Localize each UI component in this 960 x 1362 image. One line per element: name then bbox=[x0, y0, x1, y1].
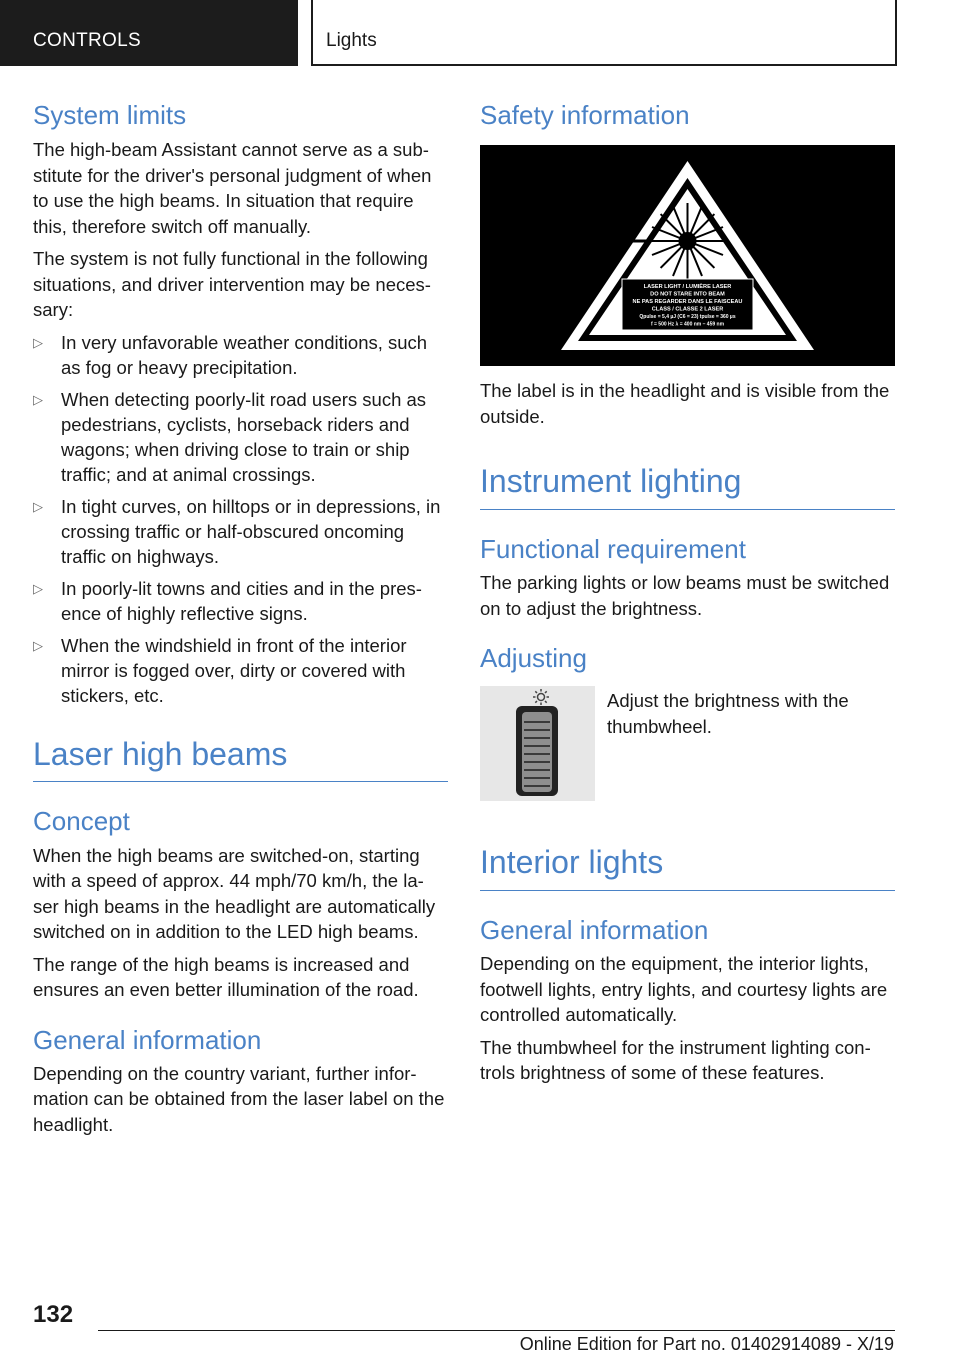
bullet-triangle-icon: ▷ bbox=[33, 637, 43, 653]
instrument-lighting-heading: Instrument lighting bbox=[480, 463, 895, 510]
list-item-text: When detecting poorly-lit road users such as pedestrians, cyclists, horseback riders and wagons; when driving close to train or ship traffic; and at animal crossings. bbox=[61, 388, 427, 485]
adjusting-row bbox=[480, 686, 895, 804]
laser-general-info-heading: General information bbox=[33, 1024, 262, 1055]
footer-divider bbox=[98, 1330, 895, 1331]
page-header bbox=[0, 0, 960, 66]
laser-high-beams-heading: Laser high beams bbox=[33, 736, 448, 783]
adjusting-heading: Adjusting bbox=[480, 643, 587, 674]
laser-label-line: Qpulse = 5,4 µJ (C6 = 23) tpulse = 360 µs bbox=[639, 314, 736, 321]
laser-label-line: LASER LIGHT / LUMIÈRE LASER bbox=[643, 284, 732, 291]
thumbwheel-icon bbox=[480, 686, 595, 801]
bullet-triangle-icon: ▷ bbox=[33, 334, 43, 350]
safety-information-heading: Safety information bbox=[480, 100, 690, 130]
bullet-triangle-icon: ▷ bbox=[33, 580, 43, 596]
list-item bbox=[33, 494, 448, 569]
laser-label-line: f = 500 Hz λ = 400 nm – 459 nm bbox=[650, 321, 725, 328]
list-item bbox=[33, 576, 448, 626]
edition-note: Online Edition for Part no. 01402914089 - X/19 bbox=[519, 1334, 894, 1354]
concept-paragraph-1: When the high beams are switched-on, starting with a speed of approx. 44 mph/70 km/h, the la-ser high beams in the headlight are automatically switched on in addition to the LED high beams. bbox=[33, 844, 436, 943]
adjusting-paragraph: Adjust the brightness with the thumbwheel. bbox=[607, 690, 849, 737]
laser-general-info-paragraph: Depending on the country variant, further infor-mation can be obtained from the laser label on the headlight. bbox=[33, 1062, 445, 1135]
functional-requirement-paragraph: The parking lights or low beams must be switched on to adjust the brightness. bbox=[480, 572, 890, 619]
list-item-text: In tight curves, on hilltops or in depressions, in crossing traffic or half-obscured oncoming traffic on highways. bbox=[61, 495, 441, 567]
thumbwheel-image bbox=[480, 686, 595, 801]
page-number: 132 bbox=[33, 1301, 74, 1328]
list-item-text: When the windshield in front of the interior mirror is fogged over, dirty or covered with stickers, etc. bbox=[61, 634, 407, 706]
bullet-triangle-icon: ▷ bbox=[33, 498, 43, 514]
safety-caption: The label is in the headlight and is visible from the outside. bbox=[480, 380, 890, 427]
system-limits-paragraph-1: The high-beam Assistant cannot serve as a sub-stitute for the driver's personal judgment of when to use the high beams. In situation that require this, therefore switch off manually. bbox=[33, 139, 432, 237]
laser-label-line: DO NOT STARE INTO BEAM bbox=[650, 291, 725, 298]
chapter-label: Lights bbox=[326, 30, 377, 51]
system-limits-paragraph-2: The system is not fully functional in the following situations, and driver intervention may be neces-sary: bbox=[33, 248, 431, 321]
laser-label-image bbox=[480, 145, 895, 366]
list-item bbox=[33, 633, 448, 708]
system-limits-heading: System limits bbox=[33, 100, 187, 130]
section-label: CONTROLS bbox=[33, 30, 141, 51]
system-limits-list bbox=[33, 330, 448, 708]
laser-warning-triangle-icon bbox=[480, 145, 895, 366]
section-tab bbox=[0, 0, 298, 66]
list-item-text: In very unfavorable weather conditions, such as fog or heavy precipitation. bbox=[61, 331, 428, 378]
functional-requirement-heading: Functional requirement bbox=[480, 533, 746, 564]
interior-paragraph-1: Depending on the equipment, the interior lights, footwell lights, entry lights, and courtesy lights are controlled automatically. bbox=[480, 953, 888, 1026]
laser-label-line: CLASS / CLASSE 2 LASER bbox=[651, 306, 724, 313]
list-item bbox=[33, 330, 448, 380]
left-column bbox=[33, 100, 448, 1137]
concept-heading: Concept bbox=[33, 806, 130, 837]
right-column bbox=[480, 100, 895, 1086]
interior-lights-heading: Interior lights bbox=[480, 844, 895, 891]
interior-general-info-heading: General information bbox=[480, 915, 709, 946]
list-item-text: In poorly-lit towns and cities and in the pres-ence of highly reflective signs. bbox=[61, 577, 422, 624]
list-item bbox=[33, 387, 448, 487]
laser-label-line: NE PAS REGARDER DANS LE FAISCEAU bbox=[632, 299, 743, 306]
interior-paragraph-2: The thumbwheel for the instrument lighting con-trols brightness of some of these features. bbox=[480, 1036, 871, 1084]
bullet-triangle-icon: ▷ bbox=[33, 391, 43, 407]
concept-paragraph-2: The range of the high beams is increased and ensures an even better illumination of the road. bbox=[33, 953, 419, 1001]
chapter-tab bbox=[311, 0, 897, 66]
